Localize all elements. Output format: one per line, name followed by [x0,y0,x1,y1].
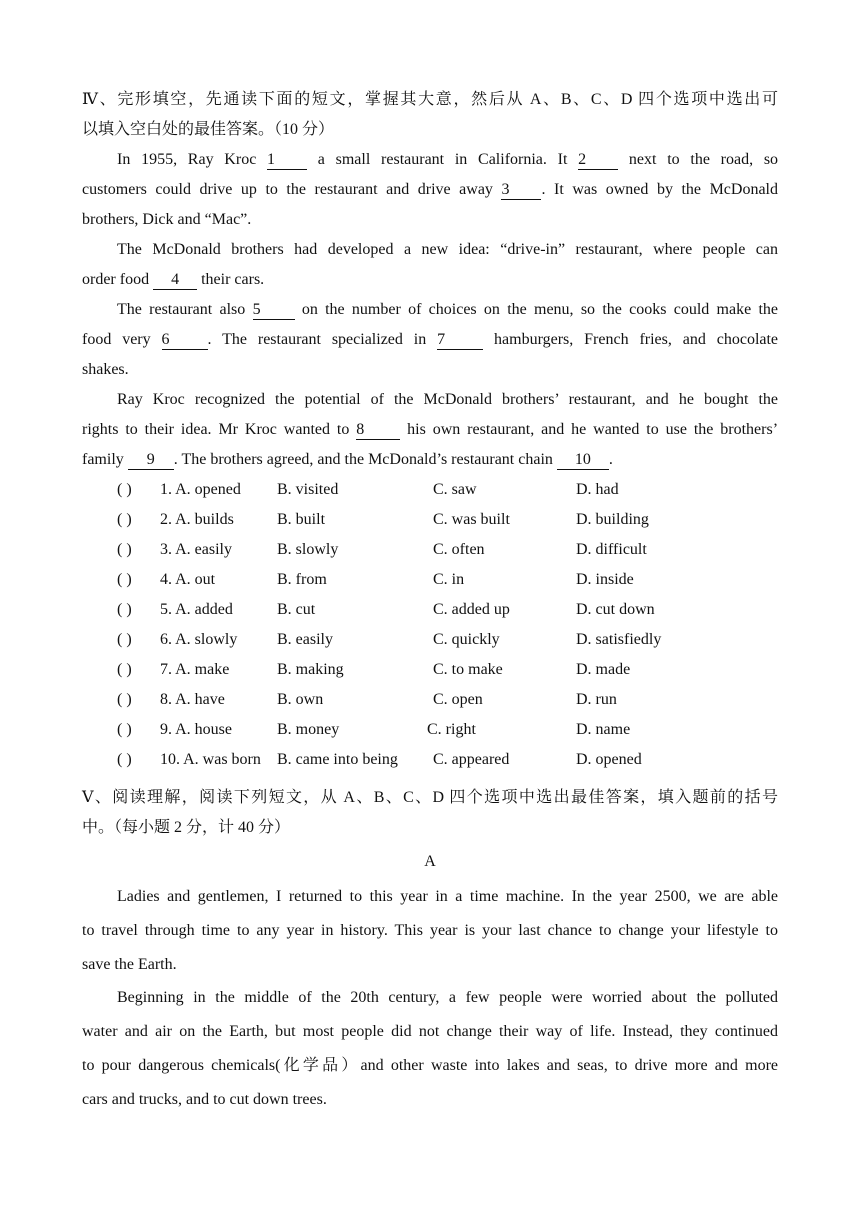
passage-paragraph-3-line-2 [82,330,778,350]
reading-paragraph-2-line-4: cars and trucks, and to cut down trees. [82,1091,327,1108]
text-span: . The restaurant specialized in [207,331,427,348]
text-span: next to the road, so [628,151,779,168]
option-c: C. often [433,541,485,558]
passage-paragraph-2-line-1: The McDonald brothers had developed a new idea: “drive-in” restaurant, where people can [117,241,778,258]
option-d: D. had [576,481,619,498]
answer-parenthesis[interactable]: ( ) [117,571,132,588]
blank-1[interactable]: 1 [267,151,307,170]
text-span: rights to their idea. Mr Kroc wanted to [82,421,350,438]
blank-10[interactable]: 10 [557,451,609,470]
text-span: . [608,451,613,468]
answer-parenthesis[interactable]: ( ) [117,481,132,498]
passage-paragraph-1-line-1 [117,150,778,170]
option-d: D. satisfiedly [576,631,662,648]
reading-paragraph-1-line-1: Ladies and gentlemen, I returned to this year in a time machine. In the year 2500, we are able [117,888,778,905]
option-d: D. cut down [576,601,655,618]
option-c: C. was built [433,511,510,528]
text-span: customers could drive up to the restaurant and drive away [82,181,493,198]
question-number-option-a: 2. A. builds [160,511,234,528]
question-number-option-a: 9. A. house [160,721,232,738]
text-span: a small restaurant in California. It [317,151,568,168]
option-c: C. appeared [433,751,510,768]
text-span: hamburgers, French fries, and chocolate [494,331,779,348]
passage-paragraph-1-line-3: brothers, Dick and “Mac”. [82,211,252,228]
text-span: The restaurant also [117,301,246,318]
answer-parenthesis[interactable]: ( ) [117,541,132,558]
passage-paragraph-3-line-3: shakes. [82,361,129,378]
question-number-option-a: 7. A. make [160,661,230,678]
blank-5[interactable]: 5 [253,301,295,320]
question-number-option-a: 6. A. slowly [160,631,238,648]
blank-7[interactable]: 7 [437,331,483,350]
blank-9[interactable]: 9 [128,451,174,470]
reading-paragraph-1-line-3: save the Earth. [82,956,177,973]
question-number-option-a: 3. A. easily [160,541,232,558]
option-b: B. easily [277,631,333,648]
question-number-option-a: 5. A. added [160,601,233,618]
option-d: D. run [576,691,617,708]
section-4-heading-line-1: Ⅳ、完形填空，先通读下面的短文，掌握其大意，然后从 A、B、C、D 四个选项中选出可 [82,91,778,108]
option-d: D. made [576,661,631,678]
reading-paragraph-2-line-3: to pour dangerous chemicals(化学品）and other waste into lakes and seas, to drive more and more [82,1057,778,1074]
option-b: B. came into being [277,751,398,768]
answer-parenthesis[interactable]: ( ) [117,661,132,678]
option-d: D. name [576,721,631,738]
answer-parenthesis[interactable]: ( ) [117,721,132,738]
answer-parenthesis[interactable]: ( ) [117,601,132,618]
option-d: D. inside [576,571,634,588]
option-c: C. in [433,571,465,588]
option-d: D. opened [576,751,642,768]
text-span: . It was owned by the McDonald [541,181,778,198]
section-5-heading-line-2: 中。（每小题 2 分，计 40 分） [82,819,291,836]
blank-6[interactable]: 6 [162,331,208,350]
option-b: B. visited [277,481,339,498]
answer-parenthesis[interactable]: ( ) [117,631,132,648]
option-b: B. built [277,511,326,528]
answer-parenthesis[interactable]: ( ) [117,511,132,528]
option-d: D. building [576,511,649,528]
passage-paragraph-4-line-2 [82,420,778,440]
passage-paragraph-2-line-2 [82,270,778,290]
option-c: C. to make [433,661,503,678]
blank-2[interactable]: 2 [578,151,618,170]
text-span: family [82,451,124,468]
option-c: C. open [433,691,483,708]
option-b: B. from [277,571,327,588]
question-number-option-a: 10. A. was born [160,751,261,768]
text-span: order food [82,271,150,288]
passage-paragraph-4-line-3 [82,450,778,470]
option-c: C. right [427,721,476,738]
option-c: C. saw [433,481,477,498]
text-span: . The brothers agreed, and the McDonald’s restaurant chain [173,451,553,468]
text-span: on the number of choices on the menu, so the cooks could make the [301,301,779,318]
question-number-option-a: 1. A. opened [160,481,241,498]
text-span: In 1955, Ray Kroc [117,151,257,168]
blank-4[interactable]: 4 [153,271,197,290]
passage-paragraph-1-line-2 [82,180,778,200]
option-b: B. cut [277,601,316,618]
question-number-option-a: 8. A. have [160,691,225,708]
option-d: D. difficult [576,541,647,558]
answer-parenthesis[interactable]: ( ) [117,691,132,708]
text-span: food very [82,331,151,348]
section-4-heading-line-2: 以填入空白处的最佳答案。（10 分） [82,121,335,138]
answer-parenthesis[interactable]: ( ) [117,751,132,768]
blank-8[interactable]: 8 [356,421,400,440]
reading-paragraph-2-line-1: Beginning in the middle of the 20th century, a few people were worried about the polluted [117,989,778,1006]
option-c: C. added up [433,601,510,618]
option-b: B. slowly [277,541,339,558]
text-span: his own restaurant, and he wanted to use the brothers’ [407,421,779,438]
reading-paragraph-1-line-2: to travel through time to any year in history. This year is your last chance to change your lifestyle to [82,922,778,939]
passage-label: A [424,853,436,870]
option-c: C. quickly [433,631,500,648]
option-b: B. own [277,691,324,708]
section-5-heading-line-1: Ⅴ、阅读理解，阅读下列短文，从 A、B、C、D 四个选项中选出最佳答案，填入题前的括号 [82,789,778,806]
passage-paragraph-4-line-1: Ray Kroc recognized the potential of the McDonald brothers’ restaurant, and he bought the [117,391,778,408]
option-b: B. making [277,661,344,678]
option-b: B. money [277,721,340,738]
reading-paragraph-2-line-2: water and air on the Earth, but most people did not change their way of life. Instead, they continued [82,1023,778,1040]
question-number-option-a: 4. A. out [160,571,216,588]
passage-paragraph-3-line-1 [117,300,778,320]
blank-3[interactable]: 3 [501,181,541,200]
text-span: their cars. [201,271,265,288]
